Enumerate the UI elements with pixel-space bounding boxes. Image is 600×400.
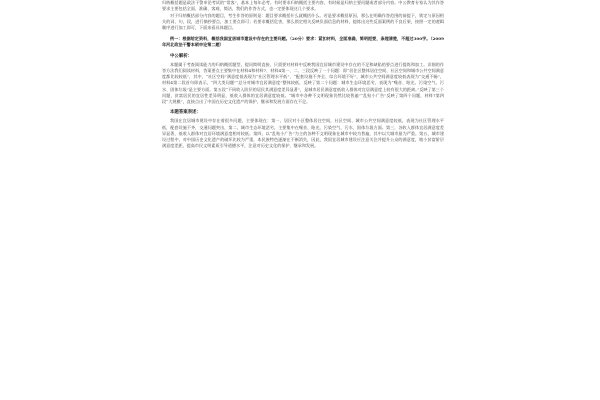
answer-heading: 本题答案表述： xyxy=(170,110,201,116)
answer-paragraph: 我国在宜居城市建设中存在着很多问题，主要体现在：第一，居民对小区整体居住空间，社区空间、城市公共空间满意度较低，表现为社区管理水平低，配套设施不齐，交通问题突出，第二，城市生态环境恶劣，主要集中在噪音、眩光、污染空气、污水、固体垃圾方面。第三，各收入群体宜居满意度差异显著，低收入群体对宜居环境满意度相对较低。第四，以“乱贴小广告”为主的各种不文明现象在城市中较为普遍，其中以大城市最为严重。第五，城市建设过程中，对中国历史文化遗产的破坏比较为严重，本民族特色逐渐在不断消失，因此，我国宜居城市建设应注意关注并提升公众的满意度，缩小贫富阶层满意度差距，提高市民文明素质引导道德水平，注意对历史文化的保护、继承和发展。 xyxy=(162,118,444,149)
analysis-paragraph: 本题属于考查阅读能力的归纳概括题型，提问简明直接，只需要对材料中反映我国宜居城市建设中存在的不足和缺陷的要点进行提炼和加工。详细的作答方法我们阅读材料，答案要点主要集中在材料4和材料7、材料4第一、二、三段反映了一个问题：即“居住区整体居住空间、社区空间和城市公共空间满意度都比较较低”，其中，“社区空间”满意度低表现为“社区管理水平低”、“配套设施不齐全、综合环境不好”，城市公共空间满意度较低表现为“交通不畅”，材料4第二段首句即表示，“四大类问题”“总分对城市宜居满意度”整体较低，反映了第二个问题：城市生态环境恶劣，表现为“噪音、眩光、污染空气、污水、固体垃圾”是主要方面。第五段“不同收入阶层的居民其满意度差异显著”，是城市居民满意度低收入群体对宜居满意度上较有很大的距离。”反映了第三个问题，贫富居民的宜居性差异明显，低收入群体的宜居满意度较低。“城市中各种不文明现象仍然比较普遍”“乱贴小广告”反映了第四个问题，材料7第四段“大规模”，直接点出了中国在历史文化遗产的保护、继承和发展方面存在不足。 xyxy=(162,61,445,105)
intro-paragraph-1: 归纳概括题是政法干警申论考试的“常客”，基本上每年必考。有时要求归纳概括主要内容，有时候是归纳主要问题或者部分内容。中公教育专家认为其作答要求主要包括全面、准确、客观、简洁，我们的作答方式，也一定要体现这几个要求。 xyxy=(162,0,444,12)
intro-paragraph-2: 对于归纳概括部分内容的题目，考生作答的原则是：题目要求概括什么就概括什么。若是要求概括原因，那么在明确作答范围的前提下，锁定与原因相关的词、句，段，进行摘抄要点，加工要点即可；若要求概括危害，那么锁定相关反映负面信息的材料，提炼出这些反面案例的不良后果，按照一定的逻辑顺序进行加工即可，下面来看具体题目。 xyxy=(162,13,444,31)
question-text: 例一：根据给定资料，概括我国宜居城市建设中存在的主要问题。（20分）要求：紧扣材料，全面准确，简明扼要，条理清楚，不超过300字。（2009年河北政法干警本硕申论第二题） xyxy=(162,36,444,48)
document-page xyxy=(162,0,444,400)
analysis-heading: 中公解析： xyxy=(170,53,193,59)
